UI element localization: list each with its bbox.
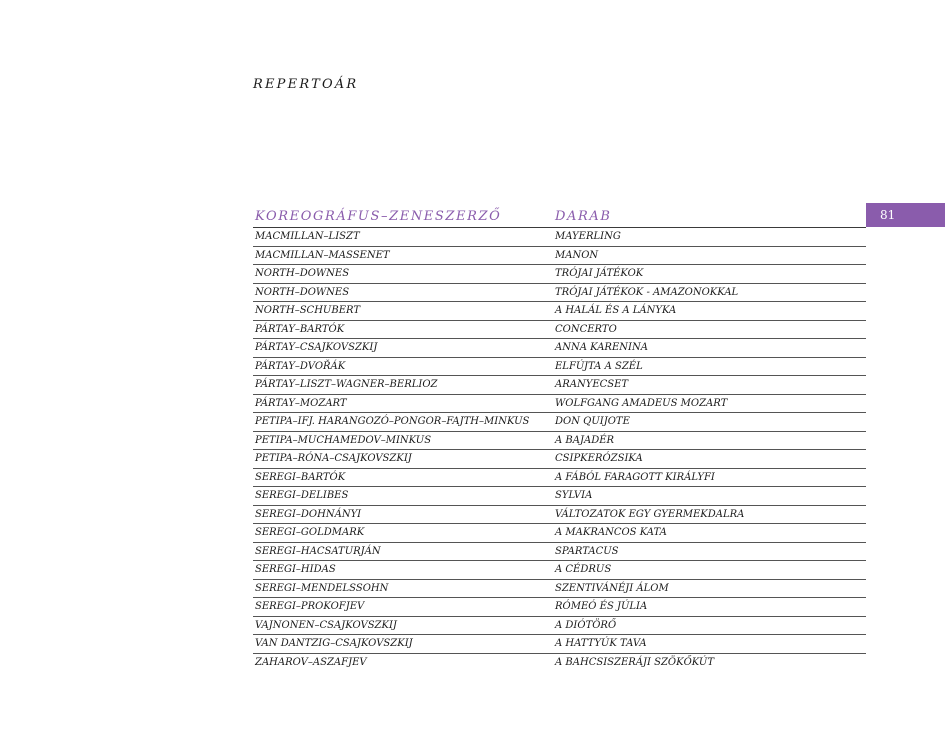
choreographer-composer-cell: SEREGI–BARTÓK bbox=[253, 468, 553, 487]
piece-title-cell: CONCERTO bbox=[553, 320, 866, 339]
column-header-piece: DARAB bbox=[553, 205, 866, 228]
table-row bbox=[253, 376, 866, 395]
page-title: REPERTOÁR bbox=[253, 77, 359, 92]
table-row bbox=[253, 598, 866, 617]
table-body bbox=[253, 228, 866, 672]
choreographer-composer-cell: PÁRTAY–DVOŘÁK bbox=[253, 357, 553, 376]
choreographer-composer-cell: MACMILLAN–MASSENET bbox=[253, 246, 553, 265]
table-row bbox=[253, 302, 866, 321]
choreographer-composer-cell: SEREGI–GOLDMARK bbox=[253, 524, 553, 543]
table-row bbox=[253, 339, 866, 358]
piece-title-cell: ANNA KARENINA bbox=[553, 339, 866, 358]
choreographer-composer-cell: VAN DANTZIG–CSAJKOVSZKIJ bbox=[253, 635, 553, 654]
page-number: 81 bbox=[880, 208, 896, 222]
choreographer-composer-cell: NORTH–SCHUBERT bbox=[253, 302, 553, 321]
choreographer-composer-cell: SEREGI–DELIBES bbox=[253, 487, 553, 506]
table-row bbox=[253, 228, 866, 247]
piece-title-cell: TRÓJAI JÁTÉKOK - AMAZONOKKAL bbox=[553, 283, 866, 302]
table-header-row bbox=[253, 205, 866, 228]
piece-title-cell: SPARTACUS bbox=[553, 542, 866, 561]
piece-title-cell: A HATTYÚK TAVA bbox=[553, 635, 866, 654]
choreographer-composer-cell: PETIPA–IFJ. HARANGOZÓ–PONGOR–FAJTH–MINKUS bbox=[253, 413, 553, 432]
repertoire-table bbox=[253, 205, 866, 671]
table-row bbox=[253, 357, 866, 376]
table-row bbox=[253, 524, 866, 543]
piece-title-cell: A MAKRANCOS KATA bbox=[553, 524, 866, 543]
choreographer-composer-cell: SEREGI–MENDELSSOHN bbox=[253, 579, 553, 598]
choreographer-composer-cell: SEREGI–HACSATURJÁN bbox=[253, 542, 553, 561]
choreographer-composer-cell: PÁRTAY–CSAJKOVSZKIJ bbox=[253, 339, 553, 358]
table-row bbox=[253, 413, 866, 432]
piece-title-cell: RÓMEÓ ÉS JÚLIA bbox=[553, 598, 866, 617]
page-number-tab bbox=[866, 203, 945, 227]
choreographer-composer-cell: VAJNONEN–CSAJKOVSZKIJ bbox=[253, 616, 553, 635]
table-row bbox=[253, 468, 866, 487]
choreographer-composer-cell: PETIPA–MUCHAMEDOV–MINKUS bbox=[253, 431, 553, 450]
choreographer-composer-cell: SEREGI–DOHNÁNYI bbox=[253, 505, 553, 524]
table-row bbox=[253, 431, 866, 450]
table-row bbox=[253, 579, 866, 598]
choreographer-composer-cell: SEREGI–PROKOFJEV bbox=[253, 598, 553, 617]
piece-title-cell: ARANYECSET bbox=[553, 376, 866, 395]
piece-title-cell: DON QUIJOTE bbox=[553, 413, 866, 432]
table-row bbox=[253, 635, 866, 654]
choreographer-composer-cell: PÁRTAY–MOZART bbox=[253, 394, 553, 413]
piece-title-cell: A CÉDRUS bbox=[553, 561, 866, 580]
piece-title-cell: ELFÚJTA A SZÉL bbox=[553, 357, 866, 376]
table-row bbox=[253, 653, 866, 671]
choreographer-composer-cell: NORTH–DOWNES bbox=[253, 283, 553, 302]
table-row bbox=[253, 542, 866, 561]
piece-title-cell: CSIPKERÓZSIKA bbox=[553, 450, 866, 469]
table-row bbox=[253, 505, 866, 524]
choreographer-composer-cell: ZAHAROV–ASZAFJEV bbox=[255, 656, 367, 668]
piece-title-cell: SYLVIA bbox=[553, 487, 866, 506]
table-row bbox=[253, 487, 866, 506]
column-header-choreographer-composer: KOREOGRÁFUS–ZENESZERZŐ bbox=[253, 205, 553, 228]
piece-title-cell: A HALÁL ÉS A LÁNYKA bbox=[553, 302, 866, 321]
piece-title-cell: MANON bbox=[553, 246, 866, 265]
choreographer-composer-cell: PÁRTAY–BARTÓK bbox=[253, 320, 553, 339]
piece-title-cell: MAYERLING bbox=[553, 228, 866, 247]
choreographer-composer-cell: SEREGI–HIDAS bbox=[253, 561, 553, 580]
piece-title-cell: A DIÓTÖRŐ bbox=[553, 616, 866, 635]
table-row bbox=[253, 561, 866, 580]
piece-title-cell: A BAJADÉR bbox=[553, 431, 866, 450]
choreographer-composer-cell: MACMILLAN–LISZT bbox=[253, 228, 553, 247]
piece-title-cell: TRÓJAI JÁTÉKOK bbox=[553, 265, 866, 284]
table-row bbox=[253, 394, 866, 413]
table-row bbox=[253, 283, 866, 302]
table-row bbox=[253, 320, 866, 339]
choreographer-composer-cell: PETIPA–RÓNA–CSAJKOVSZKIJ bbox=[253, 450, 553, 469]
table-row bbox=[253, 246, 866, 265]
table-row bbox=[253, 265, 866, 284]
piece-title-cell: SZENTIVÁNÉJI ÁLOM bbox=[553, 579, 866, 598]
table-row bbox=[253, 450, 866, 469]
table-row bbox=[253, 616, 866, 635]
piece-title-cell: VÁLTOZATOK EGY GYERMEKDALRA bbox=[553, 505, 866, 524]
piece-title-cell: A BAHCSISZERÁJI SZÖKŐKÚT bbox=[555, 656, 715, 668]
choreographer-composer-cell: NORTH–DOWNES bbox=[253, 265, 553, 284]
choreographer-composer-cell: PÁRTAY–LISZT–WAGNER–BERLIOZ bbox=[253, 376, 553, 395]
piece-title-cell: A FÁBÓL FARAGOTT KIRÁLYFI bbox=[553, 468, 866, 487]
piece-title-cell: WOLFGANG AMADEUS MOZART bbox=[553, 394, 866, 413]
